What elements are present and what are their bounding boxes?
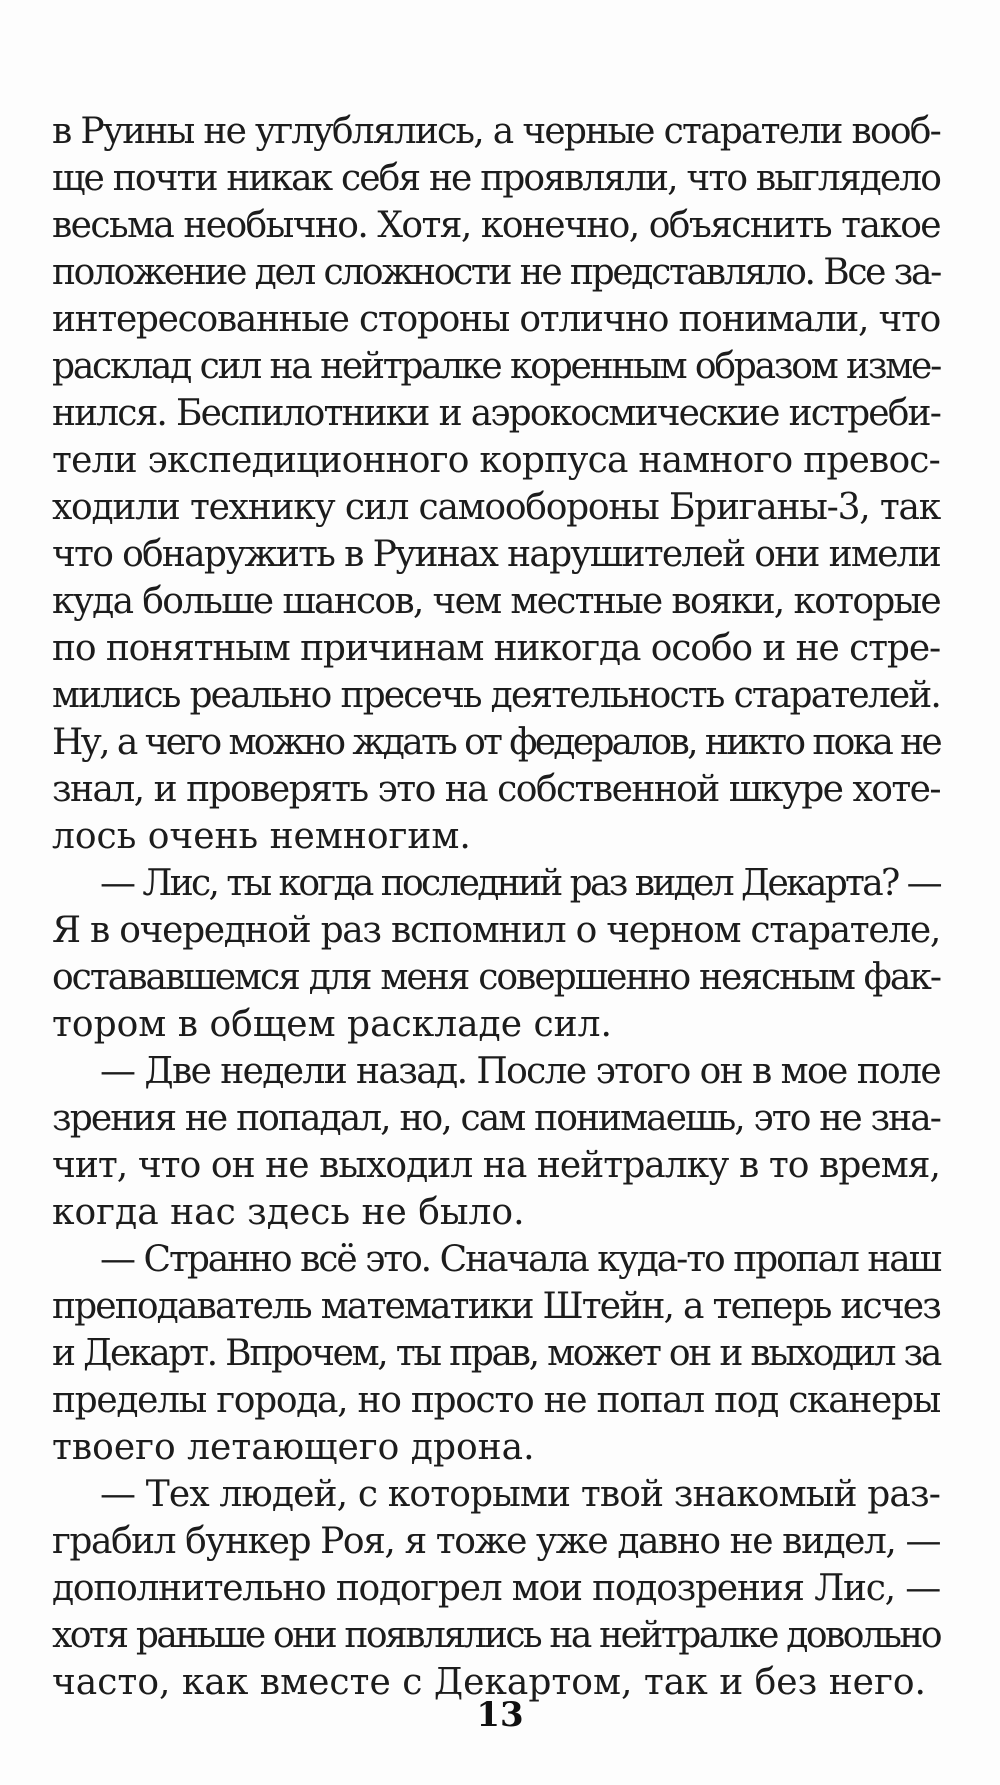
page-number: 13 <box>476 1695 524 1735</box>
body-text <box>52 108 940 1706</box>
text-line: — Лис, ты когда последний раз видел Декарта? — <box>100 863 940 904</box>
text-line: дополнительно подогрел мои подозрения Лис, — <box>52 1568 940 1609</box>
text-line: — Тех людей, с которыми твой знакомый раз- <box>100 1474 940 1515</box>
text-line: хотя раньше они появлялись на нейтралке довольно <box>52 1615 940 1656</box>
text-line: нился. Беспилотники и аэрокосмические истреби- <box>52 393 940 434</box>
text-line: лось очень немногим. <box>52 816 471 857</box>
text-line: твоего летающего дрона. <box>52 1427 535 1468</box>
text-line: положение дел сложности не представляло. Все за- <box>52 252 940 293</box>
text-line: преподаватель математики Штейн, а теперь исчез <box>52 1286 940 1327</box>
text-line: интересованные стороны отлично понимали, что <box>52 299 940 340</box>
text-line: знал, и проверять это на собственной шкуре хоте- <box>52 769 940 810</box>
text-line: пределы города, но просто не попал под сканеры <box>52 1380 940 1421</box>
text-line: тели экспедиционного корпуса намного превос- <box>52 440 940 481</box>
text-line: чит, что он не выходил на нейтралку в то время, <box>52 1145 940 1186</box>
text-line: зрения не попадал, но, сам понимаешь, это не зна- <box>52 1098 940 1139</box>
text-line: тором в общем раскладе сил. <box>52 1004 612 1045</box>
text-line: в Руины не углублялись, а черные старатели вооб- <box>52 111 940 152</box>
text-line: весьма необычно. Хотя, конечно, объяснить такое <box>52 205 940 246</box>
text-line: остававшемся для меня совершенно неясным фак- <box>52 957 940 998</box>
text-line: куда больше шансов, чем местные вояки, которые <box>52 581 940 622</box>
text-line: — Две недели назад. После этого он в мое поле <box>100 1051 940 1092</box>
text-line: Я в очередной раз вспомнил о черном старателе, <box>52 910 940 951</box>
text-line: часто, как вместе с Декартом, так и без него. <box>52 1662 926 1703</box>
text-line: когда нас здесь не было. <box>52 1192 525 1233</box>
text-line: что обнаружить в Руинах нарушителей они имели <box>52 534 940 575</box>
text-line: Ну, а чего можно ждать от федералов, никто пока не <box>52 722 940 763</box>
text-line: ходили технику сил самообороны Бриганы-3, так <box>52 487 940 528</box>
text-line: ще почти никак себя не проявляли, что выглядело <box>52 158 940 199</box>
text-line: и Декарт. Впрочем, ты прав, может он и выходил за <box>52 1333 940 1374</box>
text-line: — Странно всё это. Сначала куда-то пропал наш <box>100 1239 940 1280</box>
text-line: по понятным причинам никогда особо и не стре- <box>52 628 940 669</box>
text-line: грабил бункер Роя, я тоже уже давно не видел, — <box>52 1521 940 1562</box>
text-line: расклад сил на нейтралке коренным образом изме- <box>52 346 940 387</box>
text-line: мились реально пресечь деятельность старателей. <box>52 675 940 716</box>
